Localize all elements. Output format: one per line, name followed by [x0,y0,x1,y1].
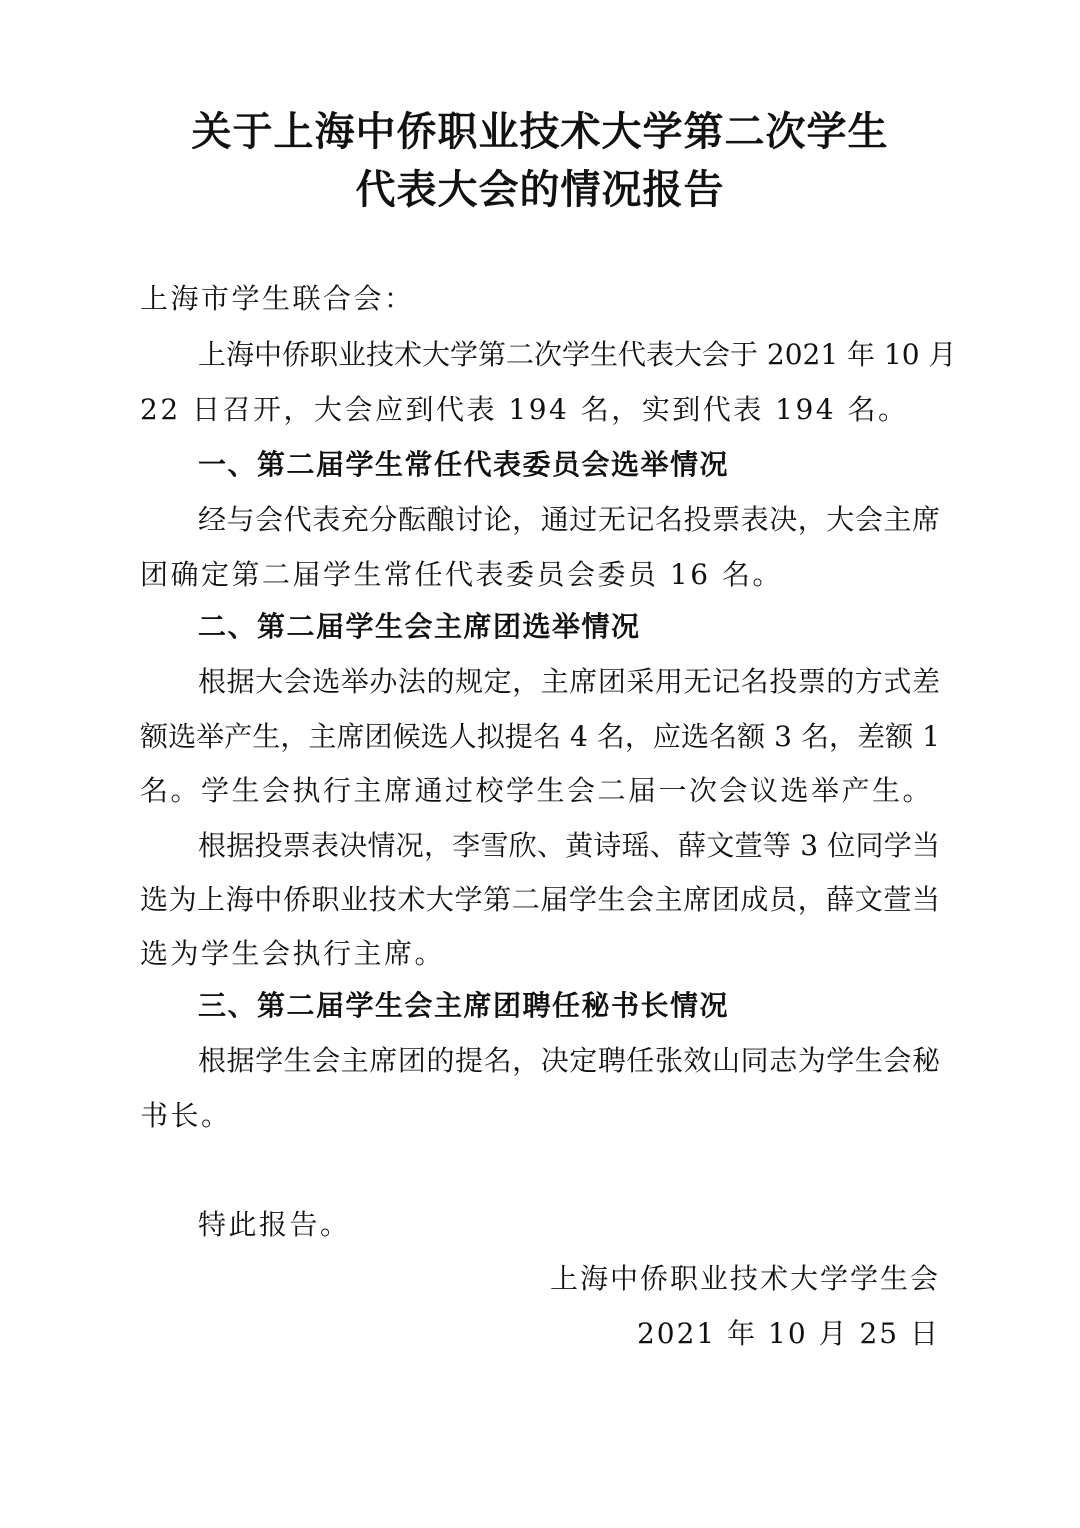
section-2-line: 选为上海中侨职业技术大学第二届学生会主席团成员，薛文萱当 [140,883,940,916]
section-3-line: 书长。 [140,1099,232,1132]
document-title-line-1: 关于上海中侨职业技术大学第二次学生 [191,108,889,155]
section-2-line: 根据大会选举办法的规定，主席团采用无记名投票的方式差 [198,665,940,698]
section-2-line: 根据投票表决情况，李雪欣、黄诗瑶、薛文萱等 3 位同学当 [198,829,940,862]
intro-line: 上海中侨职业技术大学第二次学生代表大会于 2021 年 10 月 [198,338,957,371]
document-title-line-2: 代表大会的情况报告 [355,166,725,213]
section-1-heading: 一、第二届学生常任代表委员会选举情况 [198,448,730,481]
section-1-line: 经与会代表充分酝酿讨论，通过无记名投票表决，大会主席 [198,503,940,536]
section-2-line: 选为学生会执行主席。 [140,937,446,970]
closing-remark: 特此报告。 [198,1208,351,1241]
intro-line: 22 日召开，大会应到代表 194 名，实到代表 194 名。 [140,393,909,426]
section-3-line: 根据学生会主席团的提名，决定聘任张效山同志为学生会秘 [198,1044,940,1077]
section-2-heading: 二、第二届学生会主席团选举情况 [198,610,641,643]
section-2-line: 名。学生会执行主席通过校学生会二届一次会议选举产生。 [140,774,934,807]
section-1-line: 团确定第二届学生常任代表委员会委员 16 名。 [140,558,783,591]
signature: 上海中侨职业技术大学学生会 [549,1262,940,1295]
section-2-line: 额选举产生，主席团候选人拟提名 4 名，应选名额 3 名，差额 1 [140,720,940,753]
salutation: 上海市学生联合会： [140,282,415,315]
date: 2021 年 10 月 25 日 [636,1317,940,1350]
section-3-heading: 三、第二届学生会主席团聘任秘书长情况 [198,989,730,1022]
